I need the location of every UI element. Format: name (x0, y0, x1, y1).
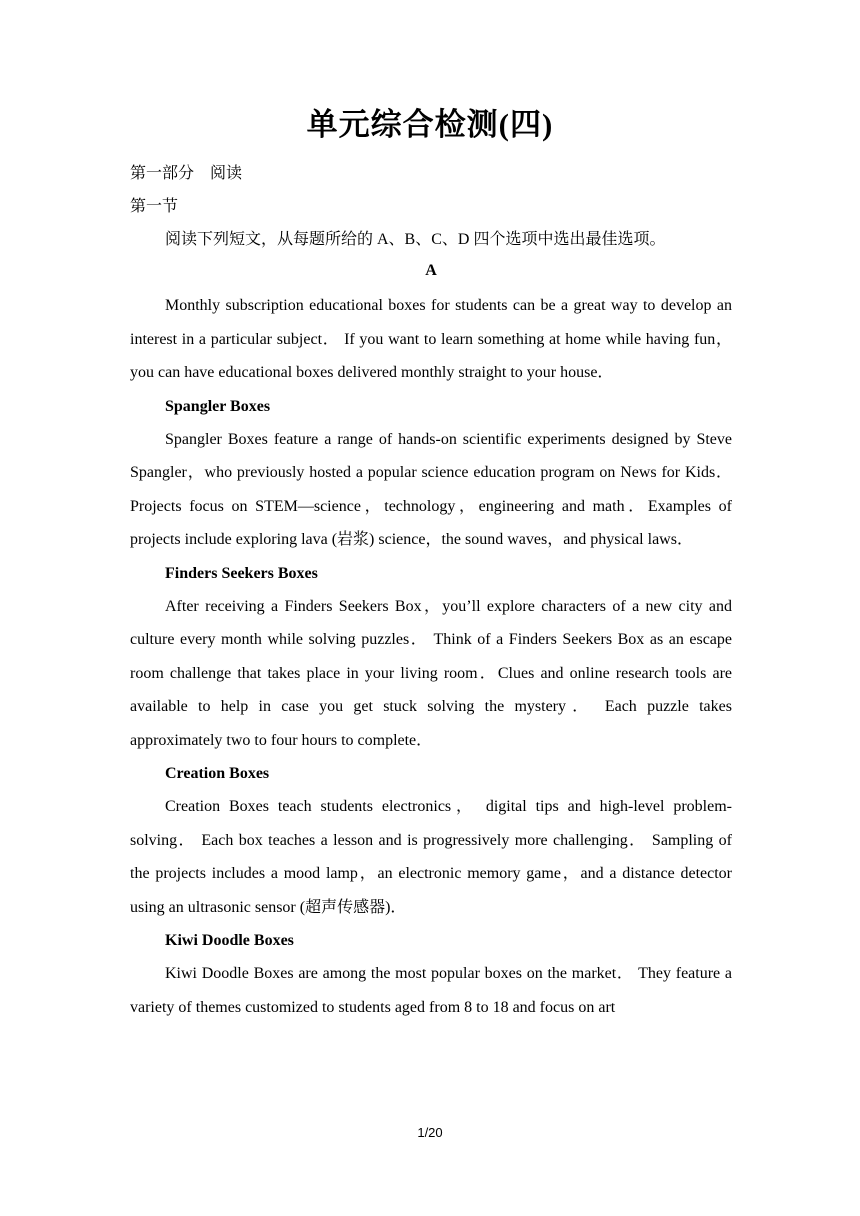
intro-paragraph: Monthly subscription educational boxes for students can be a great way to develop an interest in a particular subject． If you want to learn something at home while having fun，you can have educational boxes delivered monthly straight to your house． (130, 297, 732, 381)
section-text-spangler: Spangler Boxes feature a range of hands-on scientific experiments designed by Steve Spangler，who previously hosted a popular science education program on News for Kids．Projects focus on STEM—science，technology，engineering and math．Examples of projects include exploring lava (岩浆) science，the sound waves，and physical laws． (130, 430, 732, 548)
document-body (130, 164, 732, 1024)
section-heading-kiwi-doodle: Kiwi Doodle Boxes (165, 932, 294, 949)
section-text-kiwi-doodle: Kiwi Doodle Boxes are among the most popular boxes on the market． They feature a variety of themes customized to students aged from 8 to 18 and focus on art (130, 965, 732, 1016)
instructions: 阅读下列短文，从每题所给的 A、B、C、D 四个选项中选出最佳选项。 (165, 231, 666, 248)
section-heading-spangler: Spangler Boxes (165, 397, 271, 415)
part-heading: 第一部分 阅读 (130, 165, 243, 182)
section-heading: 第一节 (130, 198, 179, 215)
section-text-finders-seekers: After receiving a Finders Seekers Box，you’ll explore characters of a new city and culture every month while solving puzzles． Think of a Finders Seekers Box as an escape room challenge that takes place in your living room．Clues and online research tools are available to help in case you get stuck solving the mystery． Each puzzle takes approximately two to four hours to complete． (130, 597, 732, 749)
passage-letter: A (425, 262, 437, 279)
section-heading-finders-seekers: Finders Seekers Boxes (165, 564, 318, 582)
section-text-creation: Creation Boxes teach students electronics， digital tips and high-level problem-solving． Each box teaches a lesson and is progressively more challenging． Sampling of the projects includes a mood lamp，an electronic memory game，and a distance detector using an ultrasonic sensor (超声传感器)． (130, 798, 732, 916)
page-number: 1/20 (417, 1125, 443, 1140)
section-heading-creation: Creation Boxes (165, 765, 270, 782)
page-title: 单元综合检测(四) (306, 107, 554, 142)
